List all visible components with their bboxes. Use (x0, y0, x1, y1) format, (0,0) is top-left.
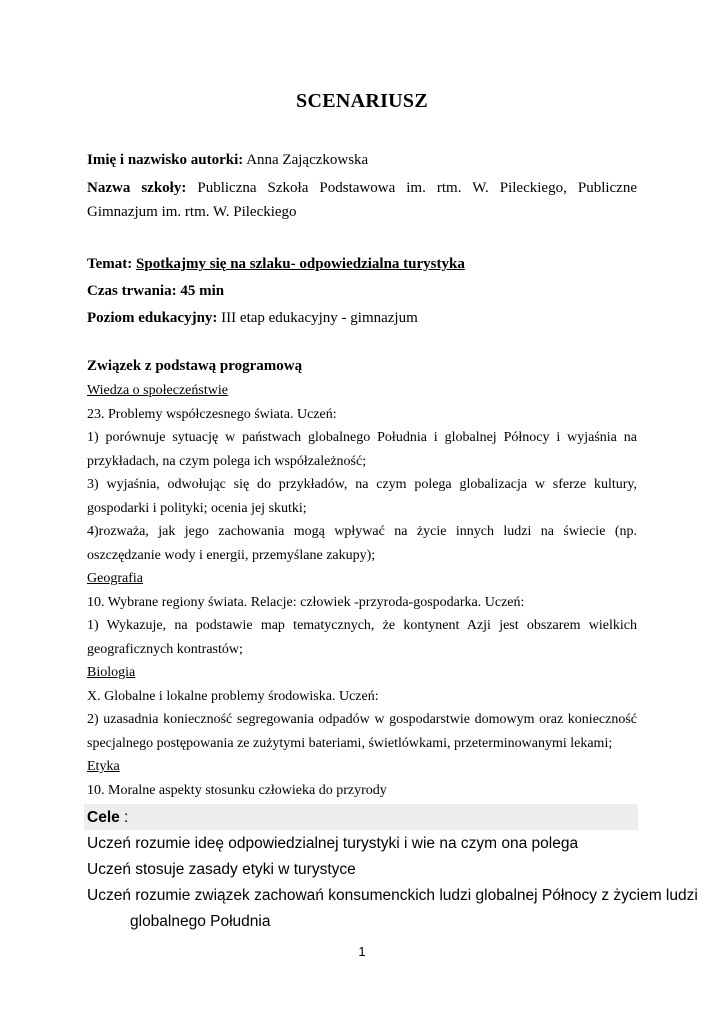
author-line (87, 148, 637, 172)
topic-line (87, 252, 637, 276)
biologia-item-2: 2) uzasadnia konieczność segregowania odpadów w gospodarstwie domowym oraz konieczność specjalnego postępowania ze zużytymi bateriami, świetlówkami, przeterminowanymi lekami; (87, 712, 637, 751)
level-value: III etap edukacyjny - gimnazjum (217, 310, 418, 326)
goal-item-1: Uczeń rozumie ideę odpowiedzialnej turystyki i wie na czym ona polega (87, 835, 579, 852)
document-title: SCENARIUSZ (296, 90, 428, 112)
curriculum-section (87, 354, 637, 802)
etyka-intro: 10. Moralne aspekty stosunku człowieka do przyrody (87, 782, 387, 798)
page-number: 1 (358, 944, 366, 959)
level-label: Poziom edukacyjny: (87, 310, 218, 326)
school-label: Nazwa szkoły: (87, 180, 187, 196)
author-value: Anna Zajączkowska (243, 152, 369, 168)
goals-heading (87, 805, 637, 831)
topic-label: Temat: (87, 256, 137, 272)
wos-item-3: 3) wyjaśnia, odwołując się do przykładów, na czym polega globalizacja w sferze kultury, gospodarki i polityki; ocenia jej skutki; (87, 477, 637, 516)
school-value: Publiczna Szkoła Podstawowa im. rtm. W. Pileckiego, Publiczne Gimnazjum im. rtm. W. Pileckiego (87, 180, 638, 220)
goal-item-3-line2: globalnego Południa (130, 913, 271, 930)
geografia-intro: 10. Wybrane regiony świata. Relacje: człowiek -przyroda-gospodarka. Uczeń: (87, 594, 525, 610)
header-info (87, 148, 637, 224)
goal-item-3-line1: Uczeń rozumie związek zachowań konsumenckich ludzi globalnej Północy z życiem ludzi (87, 887, 698, 904)
duration-line: Czas trwania: 45 min (87, 283, 225, 299)
goals-section (87, 805, 698, 935)
subject-geografia: Geografia (87, 571, 143, 586)
school-line (87, 176, 637, 224)
goals-colon: : (119, 809, 129, 826)
goal-item-2: Uczeń stosuje zasady etyki w turystyce (87, 861, 356, 878)
lesson-info (87, 252, 637, 330)
goals-label: Cele (87, 809, 120, 826)
subject-wos: Wiedza o społeczeństwie (87, 383, 228, 398)
curriculum-heading: Związek z podstawą programową (87, 358, 303, 374)
wos-item-1: 1) porównuje sytuację w państwach globalnego Południa i globalnej Północy i wyjaśnia na przykładach, na czym polega ich współzależność; (87, 430, 637, 469)
wos-intro: 23. Problemy współczesnego świata. Uczeń: (87, 406, 337, 422)
biologia-intro: X. Globalne i lokalne problemy środowiska. Uczeń: (87, 688, 379, 704)
subject-biologia: Biologia (87, 665, 136, 680)
geografia-item-1: 1) Wykazuje, na podstawie map tematycznych, że kontynent Azji jest obszarem wielkich geograficznych kontrastów; (87, 618, 637, 657)
level-line (87, 306, 637, 330)
subject-etyka: Etyka (87, 759, 120, 774)
wos-item-4: 4)rozważa, jak jego zachowania mogą wpływać na życie innych ludzi na świecie (np. oszczędzanie wody i energii, przemyślane zakupy); (87, 524, 637, 563)
author-label: Imię i nazwisko autorki: (87, 152, 244, 168)
topic-value: Spotkajmy się na szlaku- odpowiedzialna turystyka (136, 256, 465, 272)
